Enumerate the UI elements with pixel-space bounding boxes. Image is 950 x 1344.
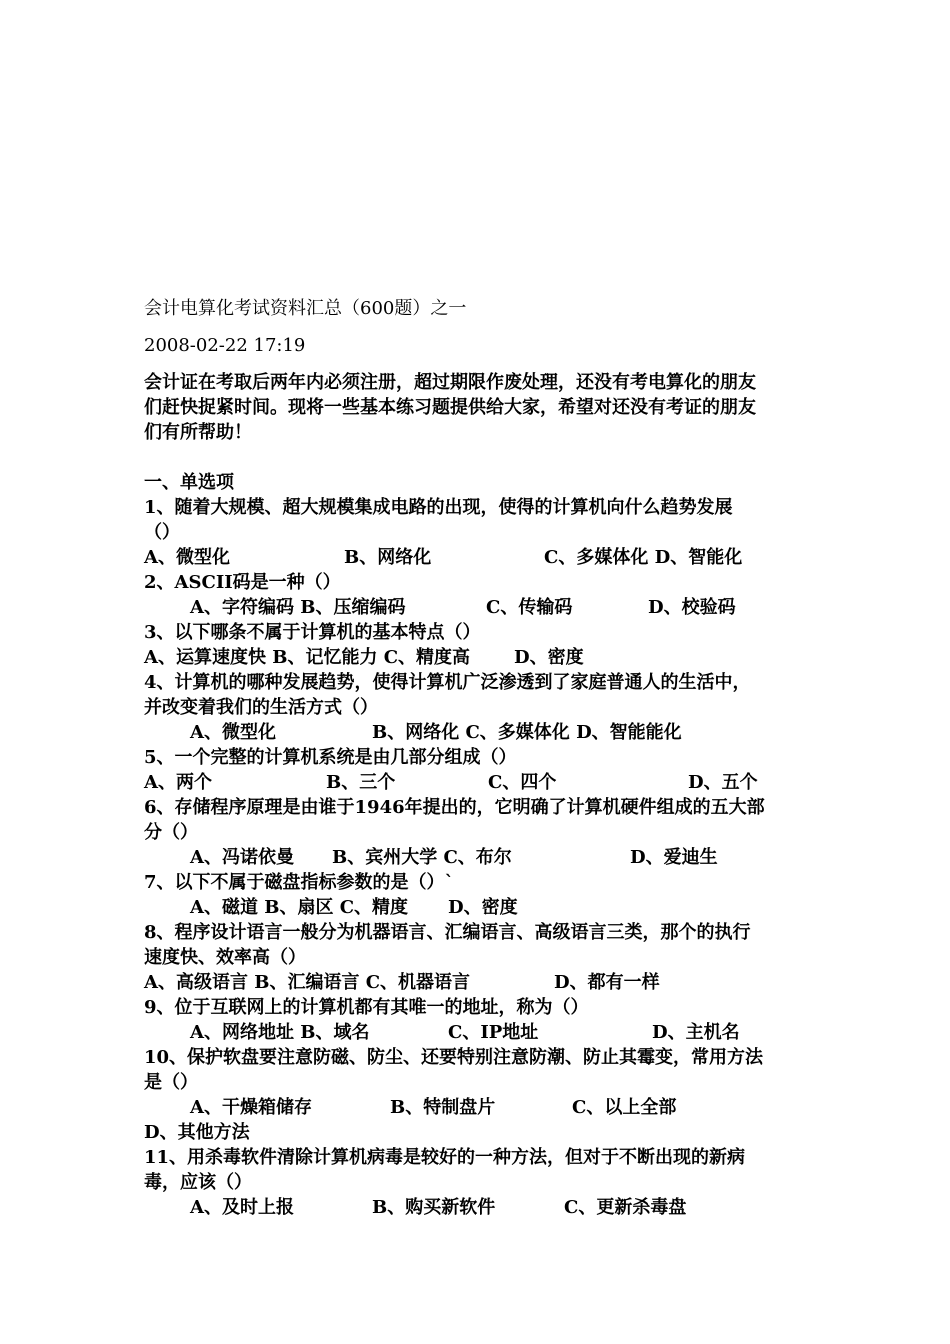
question-item <box>144 920 824 995</box>
intro-line: 会计证在考取后两年内必须注册，超过期限作废处理，还没有考电算化的朋友 <box>144 372 756 393</box>
section-heading: 一、单选项 <box>144 472 234 493</box>
answer-option: A、微型化 <box>144 547 230 568</box>
option-row <box>144 645 824 670</box>
question-text: 5、一个完整的计算机系统是由几部分组成（） <box>144 747 517 768</box>
option-row <box>144 1095 824 1120</box>
answer-option: B、网络化 <box>344 547 432 568</box>
question-text: 分（） <box>144 822 198 843</box>
option-row <box>144 895 824 920</box>
answer-option: A、冯诺依曼 <box>190 847 294 868</box>
answer-option: A、网络地址 B、域名 <box>190 1022 370 1043</box>
question-item <box>144 745 824 795</box>
intro-paragraph <box>144 370 824 445</box>
question-text: 4、计算机的哪种发展趋势，使得计算机广泛渗透到了家庭普通人的生活中， <box>144 672 751 693</box>
answer-option: A、微型化 <box>190 722 276 743</box>
answer-option: A、字符编码 B、压缩编码 <box>190 597 406 618</box>
answer-option: A、磁道 B、扇区 C、精度 <box>190 897 409 918</box>
intro-line: 们赶快捉紧时间。现将一些基本练习题提供给大家，希望对还没有考证的朋友 <box>144 397 756 418</box>
answer-option: C、更新杀毒盘 <box>564 1197 687 1218</box>
intro-line: 们有所帮助！ <box>144 422 252 443</box>
answer-option: C、多媒体化 D、智能化 <box>544 547 743 568</box>
option-row <box>144 845 824 870</box>
option-row <box>144 1020 824 1045</box>
post-date: 2008-02-22 17:19 <box>144 335 306 356</box>
option-row <box>144 770 824 795</box>
question-text: 3、以下哪条不属于计算机的基本特点（） <box>144 622 481 643</box>
document-title: 会计电算化考试资料汇总（600题）之一 <box>144 298 467 319</box>
answer-option: D、爱迪生 <box>630 847 718 868</box>
question-text: 8、程序设计语言一般分为机器语言、汇编语言、高级语言三类，那个的执行 <box>144 922 751 943</box>
answer-option: B、三个 <box>326 772 396 793</box>
question-item <box>144 870 824 920</box>
answer-option: A、高级语言 B、汇编语言 C、机器语言 <box>144 972 471 993</box>
answer-option: A、干燥箱储存 <box>190 1097 312 1118</box>
answer-option: B、宾州大学 C、布尔 <box>332 847 512 868</box>
answer-option: D、主机名 <box>652 1022 740 1043</box>
question-item <box>144 570 824 620</box>
document-body <box>144 296 824 1220</box>
answer-option: D、都有一样 <box>554 972 660 993</box>
question-item <box>144 670 824 745</box>
question-text: 11、用杀毒软件清除计算机病毒是较好的一种方法，但对于不断出现的新病 <box>144 1147 746 1168</box>
option-row <box>144 595 824 620</box>
answer-option: D、五个 <box>688 772 758 793</box>
answer-option: C、四个 <box>488 772 557 793</box>
answer-option: B、购买新软件 <box>372 1197 496 1218</box>
question-text: 是（） <box>144 1072 198 1093</box>
question-text: 9、位于互联网上的计算机都有其唯一的地址，称为（） <box>144 997 589 1018</box>
question-item <box>144 1045 824 1145</box>
answer-option: B、特制盘片 <box>390 1097 496 1118</box>
answer-option: A、及时上报 <box>190 1197 294 1218</box>
option-row <box>144 720 824 745</box>
question-item <box>144 620 824 670</box>
answer-option: D、校验码 <box>648 597 736 618</box>
answer-option: A、运算速度快 B、记忆能力 C、精度高 <box>144 647 471 668</box>
answer-option: B、网络化 C、多媒体化 D、智能能化 <box>372 722 682 743</box>
option-row <box>144 970 824 995</box>
answer-option: C、以上全部 <box>572 1097 677 1118</box>
answer-option: D、密度 <box>514 647 584 668</box>
answer-option: C、IP地址 <box>448 1022 539 1043</box>
question-text: 10、保护软盘要注意防磁、防尘、还要特别注意防潮、防止其霉变，常用方法 <box>144 1047 764 1068</box>
question-text: 6、存储程序原理是由谁于1946年提出的，它明确了计算机硬件组成的五大部 <box>144 797 765 818</box>
question-text: 2、ASCII码是一种（） <box>144 572 341 593</box>
answer-option: C、传输码 <box>486 597 573 618</box>
question-text: 毒，应该（） <box>144 1172 252 1193</box>
option-row <box>144 1195 824 1220</box>
answer-option: A、两个 <box>144 772 212 793</box>
question-item <box>144 1145 824 1220</box>
answer-option: D、其他方法 <box>144 1122 250 1143</box>
question-text: 速度快、效率高（） <box>144 947 306 968</box>
question-text: （） <box>144 522 180 543</box>
question-text: 1、随着大规模、超大规模集成电路的出现，使得的计算机向什么趋势发展 <box>144 497 733 518</box>
answer-option: D、密度 <box>448 897 518 918</box>
question-text: 并改变着我们的生活方式（） <box>144 697 378 718</box>
question-text: 7、以下不属于磁盘指标参数的是（）` <box>144 872 454 893</box>
option-row <box>144 545 824 570</box>
question-item <box>144 795 824 870</box>
question-list <box>144 495 824 1220</box>
question-item <box>144 495 824 570</box>
question-item <box>144 995 824 1045</box>
